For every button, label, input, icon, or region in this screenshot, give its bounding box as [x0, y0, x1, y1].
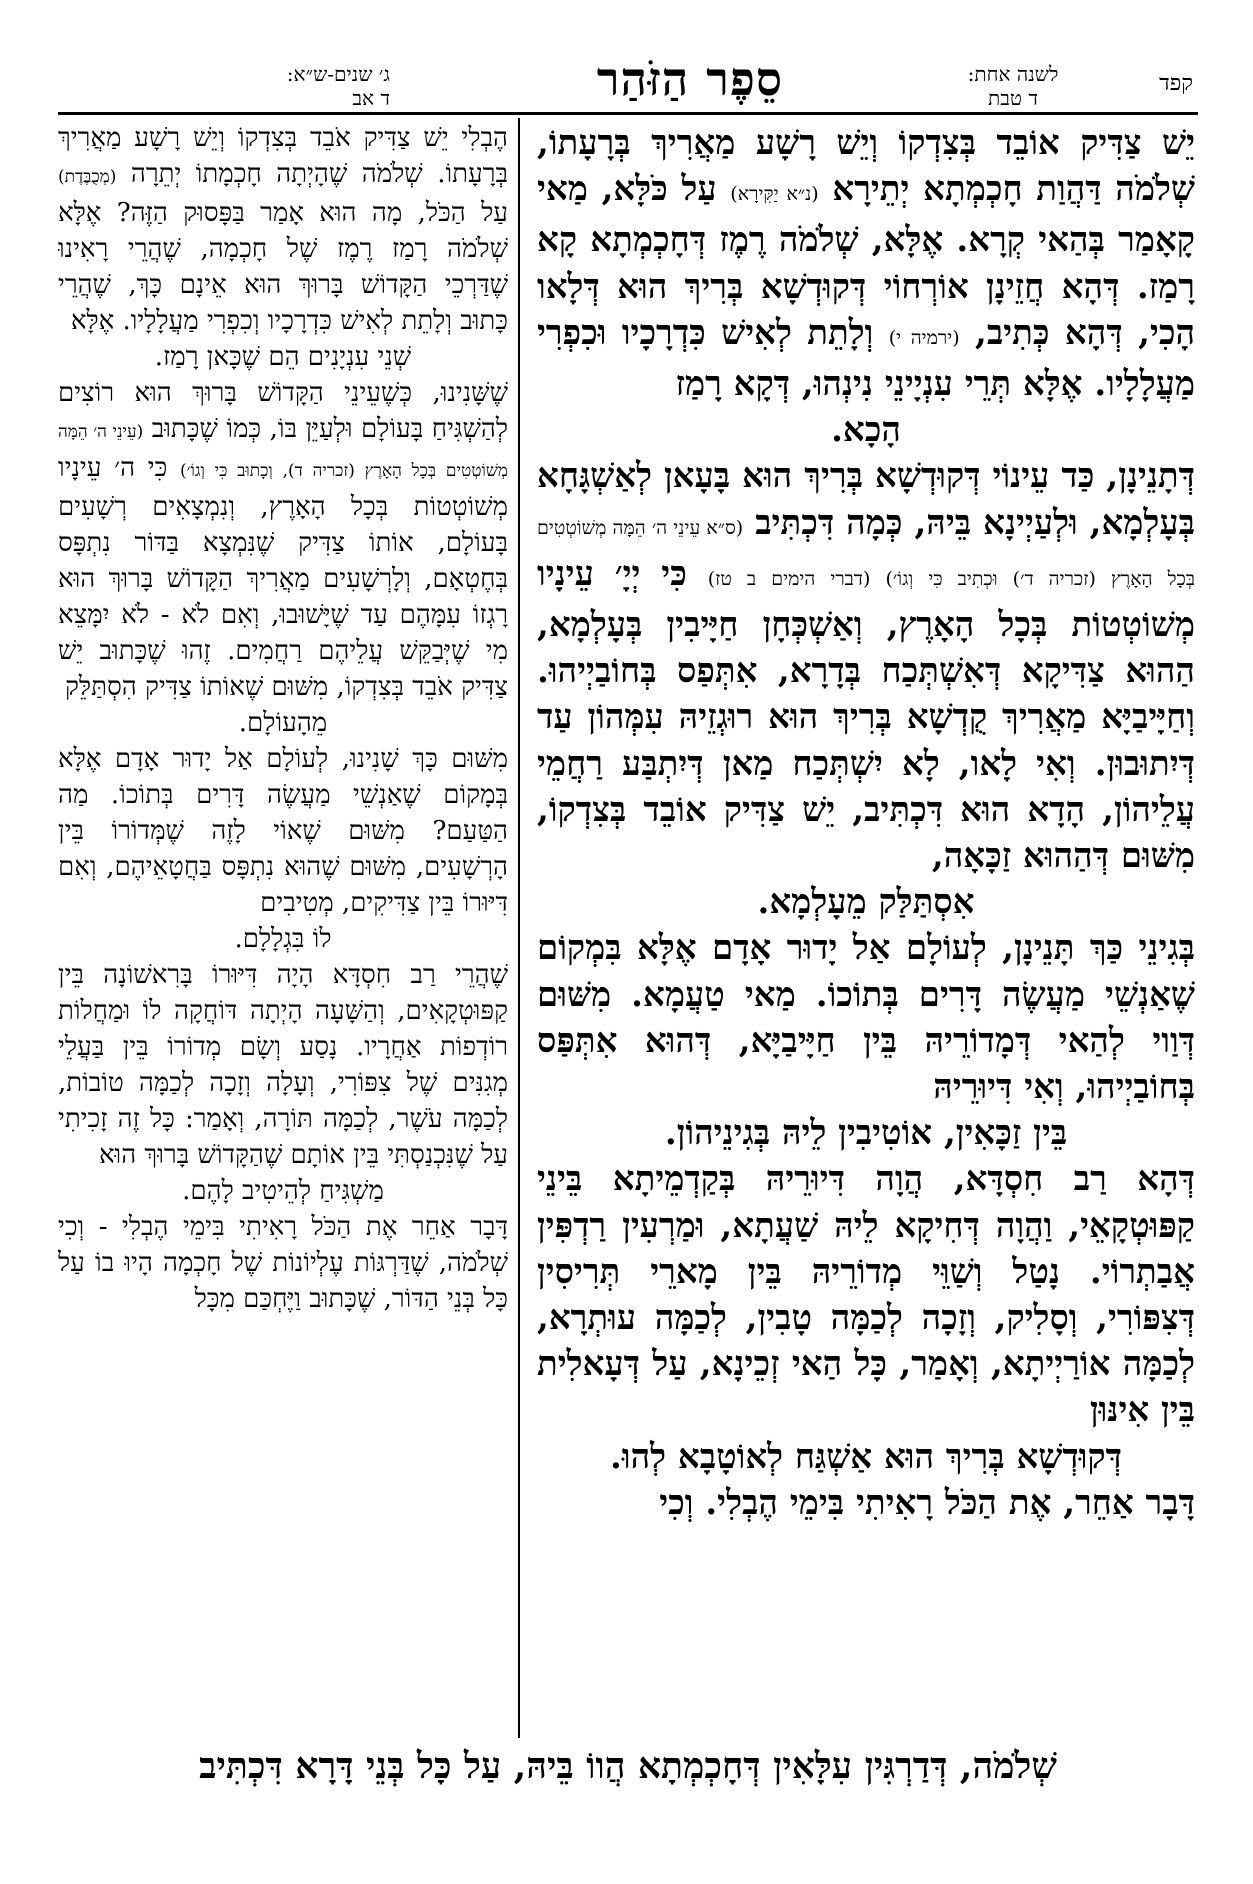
side-paragraph-5: דָּבָר אַחֵר אֶת הַכֹּל רָאִיתִי בִּימֵי הֶבְלִי - וְכִי שְׁלֹמֹה, שֶׁדַּרְגּוֹת עֶלְיוֹנוֹת שֶׁל חָכְמָה הָיוּ בוֹ עַל כָּל בְּנֵי הַדּוֹר, שֶׁכָּתוּב וַיֶּחְכַּם מִכָּל	[58, 1212, 508, 1314]
side-s3-tail: לוֹ בִּגְלָלָם.	[234, 924, 332, 954]
main-paragraph-2	[537, 453, 1195, 879]
translation-column	[58, 120, 508, 1740]
side-paragraph-3: מִשּׁוּם כָּךְ שָׁנִינוּ, לְעוֹלָם אַל יָדוּר אָדָם אֶלָּא בְּמָקוֹם שֶׁאַנְשֵׁי מַעֲשֶׂה דָּרִים בְּתוֹכוֹ. מַה הַטַּעַם? מִשּׁוּם שֶׁאוֹי לָזֶה שֶׁמְּדוֹרוֹ בֵּין הָרְשָׁעִים, מִשּׁוּם שֶׁהוּא נִתְפָּס בַּחֲטָאֵיהֶם, וְאִם דִּיּוּרוֹ בֵּין צַדִּיקִים, מְטִיבִים	[58, 744, 508, 918]
main-p2-text: דְּתָנֵינָן, כַּד עֵינוֹי דְּקוּדְשָׁא בְּרִיךְ הוּא בָּעָאן לְאַשְׁגָּחָא בְּעָלְמָא, וּלְעַיְינָא בֵּיהּ, כְּמָה דִּכְתִּיב	[537, 456, 1195, 543]
main-paragraph-1	[537, 120, 1195, 407]
side-s1-text: הֶבְלִי יֵשׁ צַדִּיק אֹבֵד בְּצִדְקוֹ וְיֵשׁ רָשָׁע מַאֲרִיךְ בְּרָעָתוֹ. שְׁלֹמֹה שֶׁהָיְתָה חָכְמָתוֹ יְתֵרָה	[58, 123, 508, 189]
main-paragraph-3: בְּגִינֵי כַּךְ תָּנֵינָן, לְעוֹלָם אַל יָדוּר אָדָם אֶלָּא בִּמְקוֹם שֶׁאַנְשֵׁי מַעֲשֶׂה דָּרִים בְּתוֹכוֹ. מַאי טַעֲמָא. מִשּׁוּם דְּוַוי לְהַאי דְּמָדוֹרֵיהּ בֵּין חַיָּיבַיָּא, דְּהוּא אִתְּפַּס בְּחוֹבַיְיהוּ, וְאִי דִּיוּרֵיהּ	[537, 928, 1195, 1108]
main-p3-tail: בֵּין זַכָּאִין, אוֹטִיבִין לֵיהּ בְּגִינֵיהוֹן.	[664, 1113, 1068, 1154]
side-s4-tail: מַשְׁגִּיחַ לְהֵיטִיב לָהֶם.	[182, 1176, 384, 1206]
bottom-line: שְׁלֹמֹה, דְּדַרְגִּין עִלָּאִין דְּחָכְמְתָא הֲווֹ בֵּיהּ, עַל כָּל בְּנֵי דָּרָא דִּכְתִּיב	[199, 1745, 1057, 1787]
main-p1b-text: עַל כֹּלָּא, מַאי קָאָמַר בְּהַאי קְרָא. אֶלָּא, שְׁלֹמֹה רֶמֶז דְּחָכְמְתָא קָא רָמַז. דְּהָא חֲזֵינָן אוֹרְחוֹי דְּקוּדְשָׁא בְּרִיךְ הוּא דְּלָאו הָכִי, דְּהָא כְּתִיב,	[537, 169, 1195, 353]
side-paragraph-4: שֶׁהֲרֵי רַב חִסְדָּא הָיָה דִּיּוּרוֹ בָּרִאשׁוֹנָה בֵּין קַפּוּטְקָאִים, וְהַשָּׁעָה הָיְתָה דּוֹחֲקָה לוֹ וּמַחֲלוֹת רוֹדְפוֹת אַחֲרָיו. נָסַע וְשָׂם מְדוֹרוֹ בֵּין בַּעֲלֵי מְגִנִּים שֶׁל צִפּוֹרִי, וְעָלָה וְזָכָה לְכַמָּה טוֹבוֹת, לְכַמָּה עֹשֶׁר, לְכַמָּה תּוֹרָה, וְאָמַר: כָּל זֶה זָכִיתִי עַל שֶׁנִּכְנַסְתִּי בֵּין אוֹתָם שֶׁהַקָּדוֹשׁ בָּרוּךְ הוּא	[58, 960, 508, 1170]
header-rule	[58, 112, 1198, 115]
main-p2-note: (ס״א עֵינֵי ה׳ הֵמָּה מְשׁוֹטְטִים בְּכָל הָאָרֶץ (זכריה ד׳) וּכְתִיב כִּי וְגוֹ׳) (דברי הימים ב טז)	[537, 516, 1195, 590]
page-title: סֵפֶר הַזֹּהַר	[596, 52, 784, 106]
header-right-line1: לשנה אחת:	[967, 62, 1059, 86]
main-p2b-text: כִּי יְיָ׳ עֵינָיו מְשׁוֹטְטוֹת בְּכָל הָאָרֶץ, וְאַשְׁכְּחָן חַיָּיבִין בְּעָלְמָא, הַהוּא צַדִּיקָא דְּאִשְׁתְּכַח בְּדָרָא, אִתְּפַס בְּחוֹבַיְיהוּ. וְחַיָּיבַיָּא מַאֲרִיךְ קֻדְשָׁא בְּרִיךְ הוּא רוּגְזֵיהּ עִמְּהוֹן עַד דְּיִתוּבוּן. וְאִי לָאו, לָא יִשְׁתְּכַח מַאן דְּיִתְבַּע רַחֲמֵי עֲלֵיהוֹן, הָדָא הוּא דִּכְתִּיב, יֵשׁ צַדִּיק אוֹבֵד בְּצִדְקוֹ, מִשּׁוּם דְּהַהוּא זַכָּאָה,	[537, 553, 1195, 877]
header-left-line1: ג׳ שנים-ש״א:	[286, 62, 390, 86]
side-s2-note: (עֵינֵי ה׳ הֵמָּה מְשׁוֹטְטִים בְּכָל הָאָרֶץ (זכריה ד), וְכָתוּב כִּי וְגוֹ׳)	[58, 422, 508, 481]
main-p1-tail: הָכָא.	[831, 410, 901, 451]
main-p1-note: (נ״א יַקִּירָא)	[730, 183, 819, 206]
side-s1-note: (מְכֻבֶּדֶת)	[58, 167, 117, 187]
side-s1b-text: עַל הַכֹּל, מָה הוּא אָמַר בַּפָּסוּק הַזֶּה? אֶלָּא שְׁלֹמֹה רָמַז רֶמֶז שֶׁל חָכְמָה, שֶׁהֲרֵי רָאִינוּ שֶׁדַּרְכֵי הַקָּדוֹשׁ בָּרוּךְ הוּא אֵינָם כָּךְ, שֶׁהֲרֵי כָּתוּב וְלָתֵת לְאִישׁ כִּדְרָכָיו וְכִפְרִי מַעֲלָלָיו. אֶלָּא	[58, 198, 508, 336]
main-paragraph-4: דְּהָא רַב חִסְדָּא, הֲוָה דִּיוּרֵיהּ בְּקַדְמֵיתָא בֵּינֵי קַפּוּטְקָאֵי, וַהֲוָה דְּחִיקָא לֵיהּ שַׁעֲתָא, וּמַרְעִין רַדְפִּין אֲבַתְרוֹי. נָטַל וְשַׁוֵּי מְדוֹרֵיהּ בֵּין מָארֵי תְּרִיסִין דְּצִפּוֹרִי, וְסָלִיק, וְזָכָה לְכַמָּה טָבִין, לְכַמָּה עוּתְרָא, לְכַמָּה אוֹרַיְיתָא, וְאָמַר, כָּל הַאי זְכֵינָא, עַל דְּעָאלִית בֵּין אִינּוּן	[537, 1159, 1195, 1431]
column-divider	[518, 118, 520, 1738]
main-p1-note2: (ירמיה י)	[888, 326, 960, 349]
main-paragraph-5: דָּבָר אַחֵר, אֶת הַכֹּל רָאִיתִי בִּימֵי הֶבְלִי. וְכִי	[659, 1482, 1195, 1523]
side-s2-text: שֶׁשָּׁנִינוּ, כְּשֶׁעֵינֵי הַקָּדוֹשׁ בָּרוּךְ הוּא רוֹצִים לְהַשְׁגִּיחַ בָּעוֹלָם וּלְעַיֵּן בּוֹ, כְּמוֹ שֶׁכָּתוּב	[58, 378, 508, 444]
side-s2b-text: כִּי ה׳ עֵינָיו מְשׁוֹטְטוֹת בְּכָל הָאָרֶץ, וְנִמְצָאִים רְשָׁעִים בָּעוֹלָם, אוֹתוֹ צַדִּיק שֶׁנִּמְצָא בַּדּוֹר נִתְפָּס בְּחֶטְאָם, וְלָרְשָׁעִים מַאֲרִיךְ הַקָּדוֹשׁ בָּרוּךְ הוּא רָגְזוֹ עִמָּהֶם עַד שֶׁיָּשׁוּבוּ, וְאִם לֹא - לֹא יִמָּצֵא מִי שֶׁיְּבַקֵּשׁ עֲלֵיהֶם רַחֲמִים. זֶהוּ שֶׁכָּתוּב יֵשׁ צַדִּיק אֹבֵד בְּצִדְקוֹ, מִשּׁוּם שֶׁאוֹתוֹ צַדִּיק הִסְתַּלֵּק	[58, 453, 508, 702]
side-s1-tail: שְׁנֵי עִנְיָנִים הֵם שֶׁכָּאן רָמַז.	[154, 342, 412, 372]
main-p2-tail: אִסְתַּלַּק מֵעָלְמָא.	[757, 882, 975, 923]
header-right-line2: ד טבת	[988, 86, 1038, 110]
main-p1-text: יֵשׁ צַדִּיק אוֹבֵד בְּצִדְקוֹ וְיֵשׁ רָשָׁע מַאֲרִיךְ בְּרָעָתוֹ, שְׁלֹמֹה דַּהֲוַת חָכְמְתָא יְתֵירָא	[537, 123, 1195, 210]
main-p1c-text: וְלָתֵת לְאִישׁ כִּדְרָכָיו וּכִפְרִי מַעֲלָלָיו. אֶלָּא תְּרֵי עִנְיָינֵי נִינְהוּ, דְּקָא רָמַז	[537, 312, 1195, 405]
page-number: קפד	[1159, 71, 1193, 96]
main-column	[537, 120, 1195, 1740]
header-left	[60, 62, 390, 110]
side-paragraph-2	[58, 375, 508, 705]
side-s2-tail: מֵהָעוֹלָם.	[238, 708, 328, 738]
side-paragraph-1	[58, 120, 508, 339]
header-left-line2: ד אב	[352, 86, 390, 110]
main-p4-tail: דְּקוּדְשָׁא בְּרִיךְ הוּא אַשְׁגַּח לְאוֹטָבָא לְהוּ.	[610, 1436, 1122, 1477]
